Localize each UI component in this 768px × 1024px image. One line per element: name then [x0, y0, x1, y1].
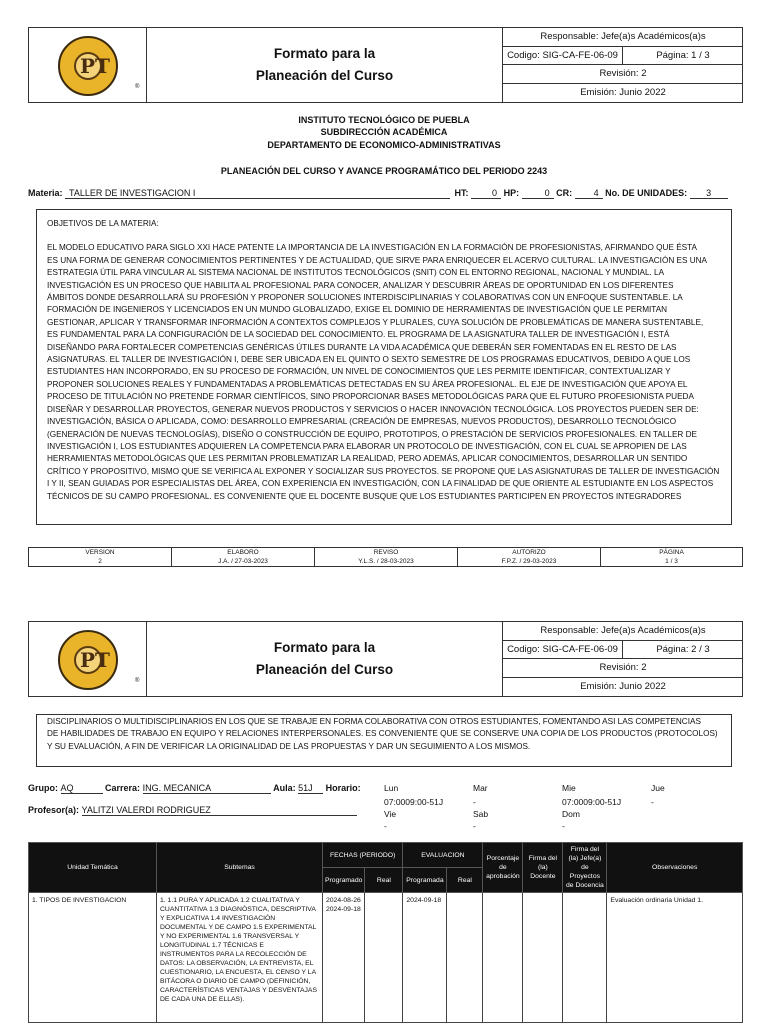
objectives-text	[47, 242, 721, 503]
objectives-heading: OBJETIVOS DE LA MATERIA:	[47, 219, 159, 228]
text-line: INVESTIGACIÓN ES UN PROCESO QUE HABILITA AL PROFESIONAL PARA CONOCER, ANALIZAR Y DESCUBRIR ÁREAS DE OPORTUNIDAD EN LOS DIFERENTES	[47, 280, 674, 290]
codigo: Codigo: SIG-CA-FE-06-09	[503, 47, 623, 65]
objectives-continuation-text	[47, 716, 721, 753]
institute-seal-icon: PT	[58, 36, 118, 96]
text-line: ESTRATEGIA ÚTIL PARA VINCULAR AL SISTEMA NACIONAL DE INSTITUTOS TECNOLÓGICOS (SNIT) CON EL ENTORNO REGIONAL, NACIONAL Y MUNDIAL. LA	[47, 268, 665, 278]
document-title: Formato para la Planeación del Curso	[147, 28, 503, 102]
table-row: 1. TIPOS DE INVESTIGACION 1. 1.1 PURA Y APLICADA 1.2 CUALITATIVA Y CUANTITATIVA 1.3 DIAGNÓSTICA, DESCRIPTIVA Y EXPLICATIVA 1.4 INVESTIGACIÓN DOCUMENTAL Y DE CAMPO 1.5 EXPERIMENTAL Y NO EXPERIMENTAL 1.6 TRANSVERSAL Y LONGITUDINAL 1.7 TÉCNICAS E INSTRUMENTOS PARA LA RECOLECCIÓN DE DATOS: LA OBSERVACIÓN, LA ENTREVISTA, EL CUESTIONARIO, LA ENCUESTA, EL CENSO Y LA BITÁCORA O DIARIO DE CAMPO (DEFINICIÓN, CARACTERÍSTICAS VENTAJAS Y DESVENTAJAS DE CADA UNA DE ELLAS). 2024-08-26 2024-09-18 2024-09-18 Evaluación ordinaria Unidad 1.	[29, 893, 743, 1023]
carrera-value: ING. MECANICA	[143, 783, 271, 794]
materia-line: Materia: TALLER DE INVESTIGACION I HT: 0 HP: 0 CR: 4 No. DE UNIDADES: 3	[28, 188, 743, 199]
document-title: Formato para la Planeación del Curso	[147, 622, 503, 696]
aula-value: 51J	[298, 783, 323, 794]
text-line: GESTIONAR, APLICAR Y TRANSFORMAR INFORMACIÓN A CONTEXTOS COMPLEJOS Y PLURALES, CUYA SOLUCIÓN DE PROBLEMÁTICAS DE MANERA SUSTENTABLE,	[47, 317, 704, 327]
text-line: EL MODELO EDUCATIVO PARA SIGLO XXI HACE PATENTE LA IMPORTANCIA DE LA INVESTIGACIÓN EN LA FORMACIÓN DE PROFESIONISTAS, AFIRMANDO QUE ÉSTA	[47, 243, 697, 253]
page1-header	[28, 27, 743, 103]
objectives-continuation-box	[36, 714, 732, 767]
text-line: PROPONER SOLUCIONES REALES Y FUNDAMENTADAS A PROBLEMÁTICAS DETECTADAS EN SU ÁREA PROFESIONAL. EL EJE DE INVESTIGACIÓN QUE APOYA EL	[47, 379, 688, 389]
profesor-line: Profesor(a): YALITZI VALERDI RODRIGUEZ	[28, 805, 357, 816]
code-row	[503, 47, 743, 66]
registered-mark: ®	[135, 84, 140, 90]
text-line: (GENERACIÓN DE NUEVAS TECNOLOGÍAS), DISEÑO O CONSTRUCCIÓN DE EQUIPO, PROTOTIPOS, O PRESTACIÓN DE SERVICIOS PROFESIONALES. EN TALLER DE	[47, 429, 697, 439]
document-info: Responsable: Jefe(a)s Académicos(a)s Codigo: SIG-CA-FE-06-09 Página: 2 / 3 Revisión: 2 Emisión: Junio 2022	[503, 622, 743, 696]
objectives-box	[36, 209, 732, 525]
text-line: DISEÑAR Y DESARROLLAR PROYECTOS, GENERAR NUEVOS PRODUCTOS Y SERVICIOS O HACER INNOVACIÓN TECNOLÓGICA. LOS PROYECTOS PUEDEN SER DE:	[47, 404, 699, 414]
cr-value: 4	[575, 188, 603, 199]
text-line: ESTUDIANTES HAN INCORPORADO, EN SU PROCESO DE FORMACIÓN, UN NIVEL DE CONOCIMIENTOS QUE LES PERMITE IDENTIFICAR, CONTEXTUALIZAR Y	[47, 367, 671, 377]
page2-header	[28, 621, 743, 697]
text-line: DE HABILIDADES DE TRABAJO EN EQUIPO Y RELACIONES INTERPERSONALES. ES CONVENIENTE QUE SE CONSERVE UNA COPIA DE LOS PRODUCTOS (PROTOCOLOS)	[47, 729, 718, 739]
revision: Revisión: 2	[503, 65, 743, 84]
document-info	[503, 28, 743, 102]
subdirection: SUBDIRECCIÓN ACADÉMICA	[320, 127, 448, 137]
text-line: INVESTIGACIÓN, BÁSICA O APLICADA, COMO: DESARROLLO EMPRESARIAL (CREACIÓN DE EMPRESAS, NUEVOS PRODUCTOS), DESARROLLO TECNOLÓGICO	[47, 417, 677, 427]
text-line: INVESTIGACIÓN I, LOS ESTUDIANTES ADQUIEREN LA COMPETENCIA PARA ELABORAR UN PROTOCOLO DE INVESTIGACIÓN, CON EL CUAL SE APROPIEN DE LAS	[47, 441, 687, 451]
text-line: ASIGNATURAS. EL TALLER DE INVESTIGACIÓN I, DEBE SER UBICADA EN EL QUINTO O SEXTO SEMESTRE DE LOS PROGRAMAS EDUCATIVOS, DEBIDO A QUE LOS	[47, 355, 691, 365]
plan-table: Unidad Temática Subtemas FECHAS (PERIODO) EVALUACION Porcentaje de aprobación Firma del (la) Docente Firma del (la) Jefe(a) de Proyectos de Docencia Observaciones Programado Real Programada Real 1. TIPOS DE INVESTIGACION 1. 1.1 PURA Y APLICADA 1.2 CUALITATIVA Y CUANTITATIVA 1.3 DIAGNÓSTICA, DESCRIPTIVA Y EXPLICATIVA 1.4 INVESTIGACIÓN DOCUMENTAL Y DE CAMPO 1.5 EXPERIMENTAL Y NO EXPERIMENTAL 1.6 TRANSVERSAL Y LONGITUDINAL 1.7 TÉCNICAS E INSTRUMENTOS PARA LA RECOLECCIÓN DE DATOS: LA OBSERVACIÓN, LA ENTREVISTA, EL CUESTIONARIO, LA ENCUESTA, EL CENSO Y LA BITÁCORA O DIARIO DE CAMPO (DEFINICIÓN, CARACTERÍSTICAS VENTAJAS Y DESVENTAJAS DE CADA UNA DE ELLAS). 2024-08-26 2024-09-18 2024-09-18 Evaluación ordinaria Unidad 1.	[28, 842, 743, 1023]
registered-mark: ®	[135, 678, 140, 684]
text-line: DISEÑANDO PARA FORTALECER COMPETENCIAS GENÉRICAS ÚTILES DURANTE LA VIDA ACADÉMICA QUE DEBERÁN SER FOMENTADAS EN EL RESTO DE LAS	[47, 342, 677, 352]
hp-value: 0	[522, 188, 554, 199]
plan-title: PLANEACIÓN DEL CURSO Y AVANCE PROGRAMÁTICO DEL PERIODO 2243	[220, 166, 548, 176]
units-value: 3	[690, 188, 728, 199]
text-line: HERRAMIENTAS METODOLÓGICAS QUE LES PERMITAN PROBLEMATIZAR LA REALIDAD, PERO ADEMÁS, APLICAR CONOCIMIENTOS, DESARROLLAR UN SENTIDO	[47, 454, 688, 464]
emision: Emisión: Junio 2022	[580, 87, 666, 99]
profesor-value: YALITZI VALERDI RODRIGUEZ	[82, 805, 357, 816]
institution-name: INSTITUTO TECNOLÓGICO DE PUEBLA	[298, 115, 470, 125]
responsable: Responsable: Jefe(a)s Académicos(a)s	[503, 28, 743, 47]
text-line: Y SU EVALUACIÓN, A FIN DE VERIFICAR LA ORIGINALIDAD DE LAS PROPUESTAS Y DAR UN SEGUIMIENTO A LOS MISMOS.	[47, 741, 531, 751]
department: DEPARTAMENTO DE ECONOMICO-ADMINISTRATIVAS	[267, 140, 501, 150]
institute-seal-icon: PT	[58, 630, 118, 690]
grupo-value: AQ	[61, 783, 103, 794]
pagina: Página: 1 / 3	[656, 49, 710, 61]
page1-footer: VERSION 2 ELABORO J.A. / 27-03-2023 REVISO Y.L.S. / 28-03-2023 AUTORIZO F.P.Z. / 29-03-2023 PÁGINA 1 / 3	[28, 547, 743, 567]
text-line: CRÍTICO Y PROPOSITIVO, MISMO QUE SE VERIFICA AL EXPONER Y SOCIALIZAR SUS PROYECTOS. SE PROPONE QUE LAS ASIGNATURAS DE TALLER DE INVESTIGACIÓN	[47, 466, 720, 476]
text-line: ES FUNDAMENTAL PARA LA CONFIGURACIÓN DE LA SOCIEDAD DEL CONOCIMIENTO. EL PROGRAMA DE LA ASIGNATURA TALLER DE INVESTIGACIÓN I, ESTÁ	[47, 330, 670, 340]
text-line: PROCESO DE TITULACIÓN NO PRETENDE FORMAR CIENTÍFICOS, SINO PROPORCIONAR BASES METODOLÓGICAS PARA QUE EL FUTURO PROFESIONISTA PUEDA	[47, 392, 694, 402]
group-line: Grupo: AQ Carrera: ING. MECANICA Aula: 51J Horario:	[28, 783, 361, 793]
materia-value: TALLER DE INVESTIGACION I	[65, 188, 450, 199]
text-line: ES UNA FORMA DE GENERAR CONOCIMIENTOS PERTINENTES Y DE ACTUALIDAD, QUE SIRVE PARA ENRIQUECER EL ACERVO CULTURAL. LA INVESTIGACIÓN ES UNA	[47, 255, 708, 265]
logo-cell	[29, 622, 147, 696]
logo-cell	[29, 28, 147, 102]
text-line: TÉCNICOS DE SU CAMPO PROFESIONAL. ES CONVENIENTE QUE EL DOCENTE BUSQUE QUE LOS ESTUDIANTES PARTICIPEN EN PROYECTOS INTEGRADORES	[47, 491, 682, 501]
ht-value: 0	[471, 188, 501, 199]
text-line: ÁMBITOS DONDE DESARROLLARÁ SU PROFESIÓN Y PROPONER SOLUCIONES INTERDISCIPLINARIAS Y COLABORATIVAS CON UN ENFOQUE SUSTENTABLE. LA	[47, 293, 683, 303]
text-line: DISCIPLINARIOS O MULTIDISCIPLINARIOS EN LOS QUE SE TRABAJE EN FORMA COLABORATIVA CON OTROS ESTUDIANTES, FOMENTANDO ASI LAS COMPETENCIAS	[47, 717, 701, 726]
code-row: Codigo: SIG-CA-FE-06-09 Página: 2 / 3	[503, 641, 743, 660]
text-line: FORMACIÓN DE INGENIEROS Y LICENCIADOS EN UN MUNDO GLOBALIZADO, EXIGE EL DOMINIO DE HERRAMIENTAS DE INVESTIGACIÓN QUE LE PERMITAN	[47, 305, 668, 315]
text-line: I Y II, SEAN GUIADAS POR ESPECIALISTAS DEL ÁREA, CON EXPERIENCIA EN INVESTIGACIÓN, CON LA FINALIDAD DE QUE ORIENTE AL ESTUDIANTE EN LOS ASPECTOS	[47, 479, 714, 489]
